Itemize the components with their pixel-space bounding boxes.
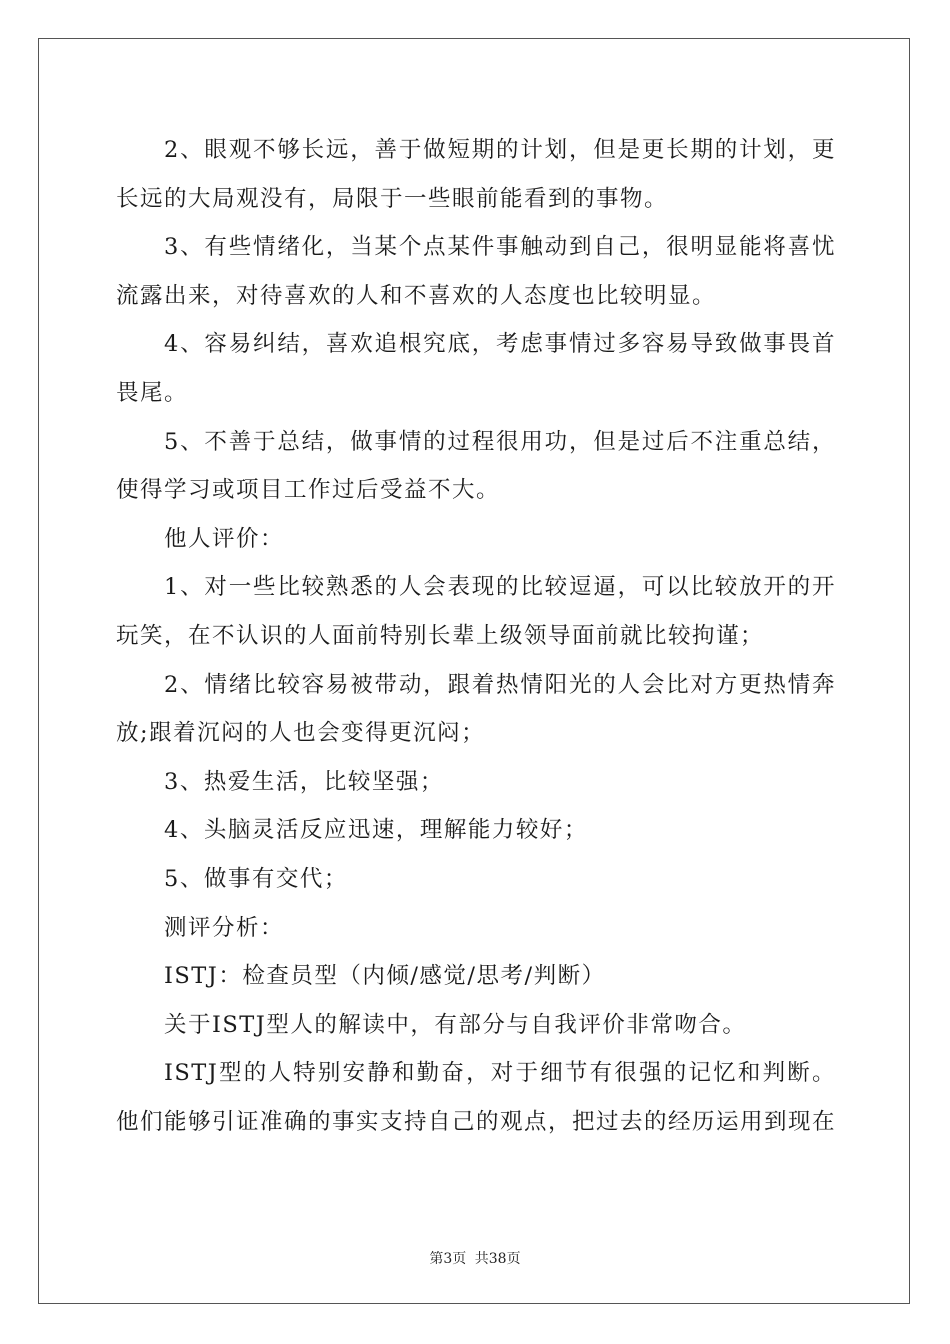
paragraph: 4、容易纠结，喜欢追根究底，考虑事情过多容易导致做事畏首畏尾。 bbox=[116, 331, 836, 406]
page-total: 共38页 bbox=[474, 1251, 521, 1267]
section-heading-peer-review: 他人评价： bbox=[164, 525, 285, 552]
paragraph: 5、不善于总结，做事情的过程很用功，但是过后不注重总结，使得学习或项目工作过后受益不大。 bbox=[116, 428, 836, 504]
document-body bbox=[116, 126, 836, 1146]
paragraph: 5、做事有交代； bbox=[164, 865, 348, 892]
paragraph: 3、热爱生活，比较坚强； bbox=[164, 768, 444, 795]
paragraph: 关于ISTJ型人的解读中，有部分与自我评价非常吻合。 bbox=[164, 1011, 747, 1038]
page-footer bbox=[0, 1248, 950, 1268]
paragraph: ISTJ：检查员型（内倾/感觉/思考/判断） bbox=[164, 963, 606, 990]
paragraph: 2、眼观不够长远，善于做短期的计划，但是更长期的计划，更长远的大局观没有，局限于一些眼前能看到的事物。 bbox=[116, 137, 836, 212]
paragraph: 3、有些情绪化，当某个点某件事触动到自己，很明显能将喜忧流露出来，对待喜欢的人和不喜欢的人态度也比较明显。 bbox=[116, 234, 836, 309]
paragraph: 4、头脑灵活反应迅速，理解能力较好； bbox=[164, 817, 588, 844]
section-heading-analysis: 测评分析： bbox=[164, 914, 285, 941]
paragraph: 1、对一些比较熟悉的人会表现的比较逗逼，可以比较放开的开玩笑，在不认识的人面前特别长辈上级领导面前就比较拘谨； bbox=[116, 574, 836, 649]
page-number: 第3页 bbox=[429, 1251, 467, 1267]
paragraph: ISTJ型的人特别安静和勤奋，对于细节有很强的记忆和判断。他们能够引证准确的事实支持自己的观点，把过去的经历运用到现在 bbox=[116, 1060, 837, 1135]
paragraph: 2、情绪比较容易被带动，跟着热情阳光的人会比对方更热情奔放;跟着沉闷的人也会变得更沉闷； bbox=[116, 671, 836, 747]
